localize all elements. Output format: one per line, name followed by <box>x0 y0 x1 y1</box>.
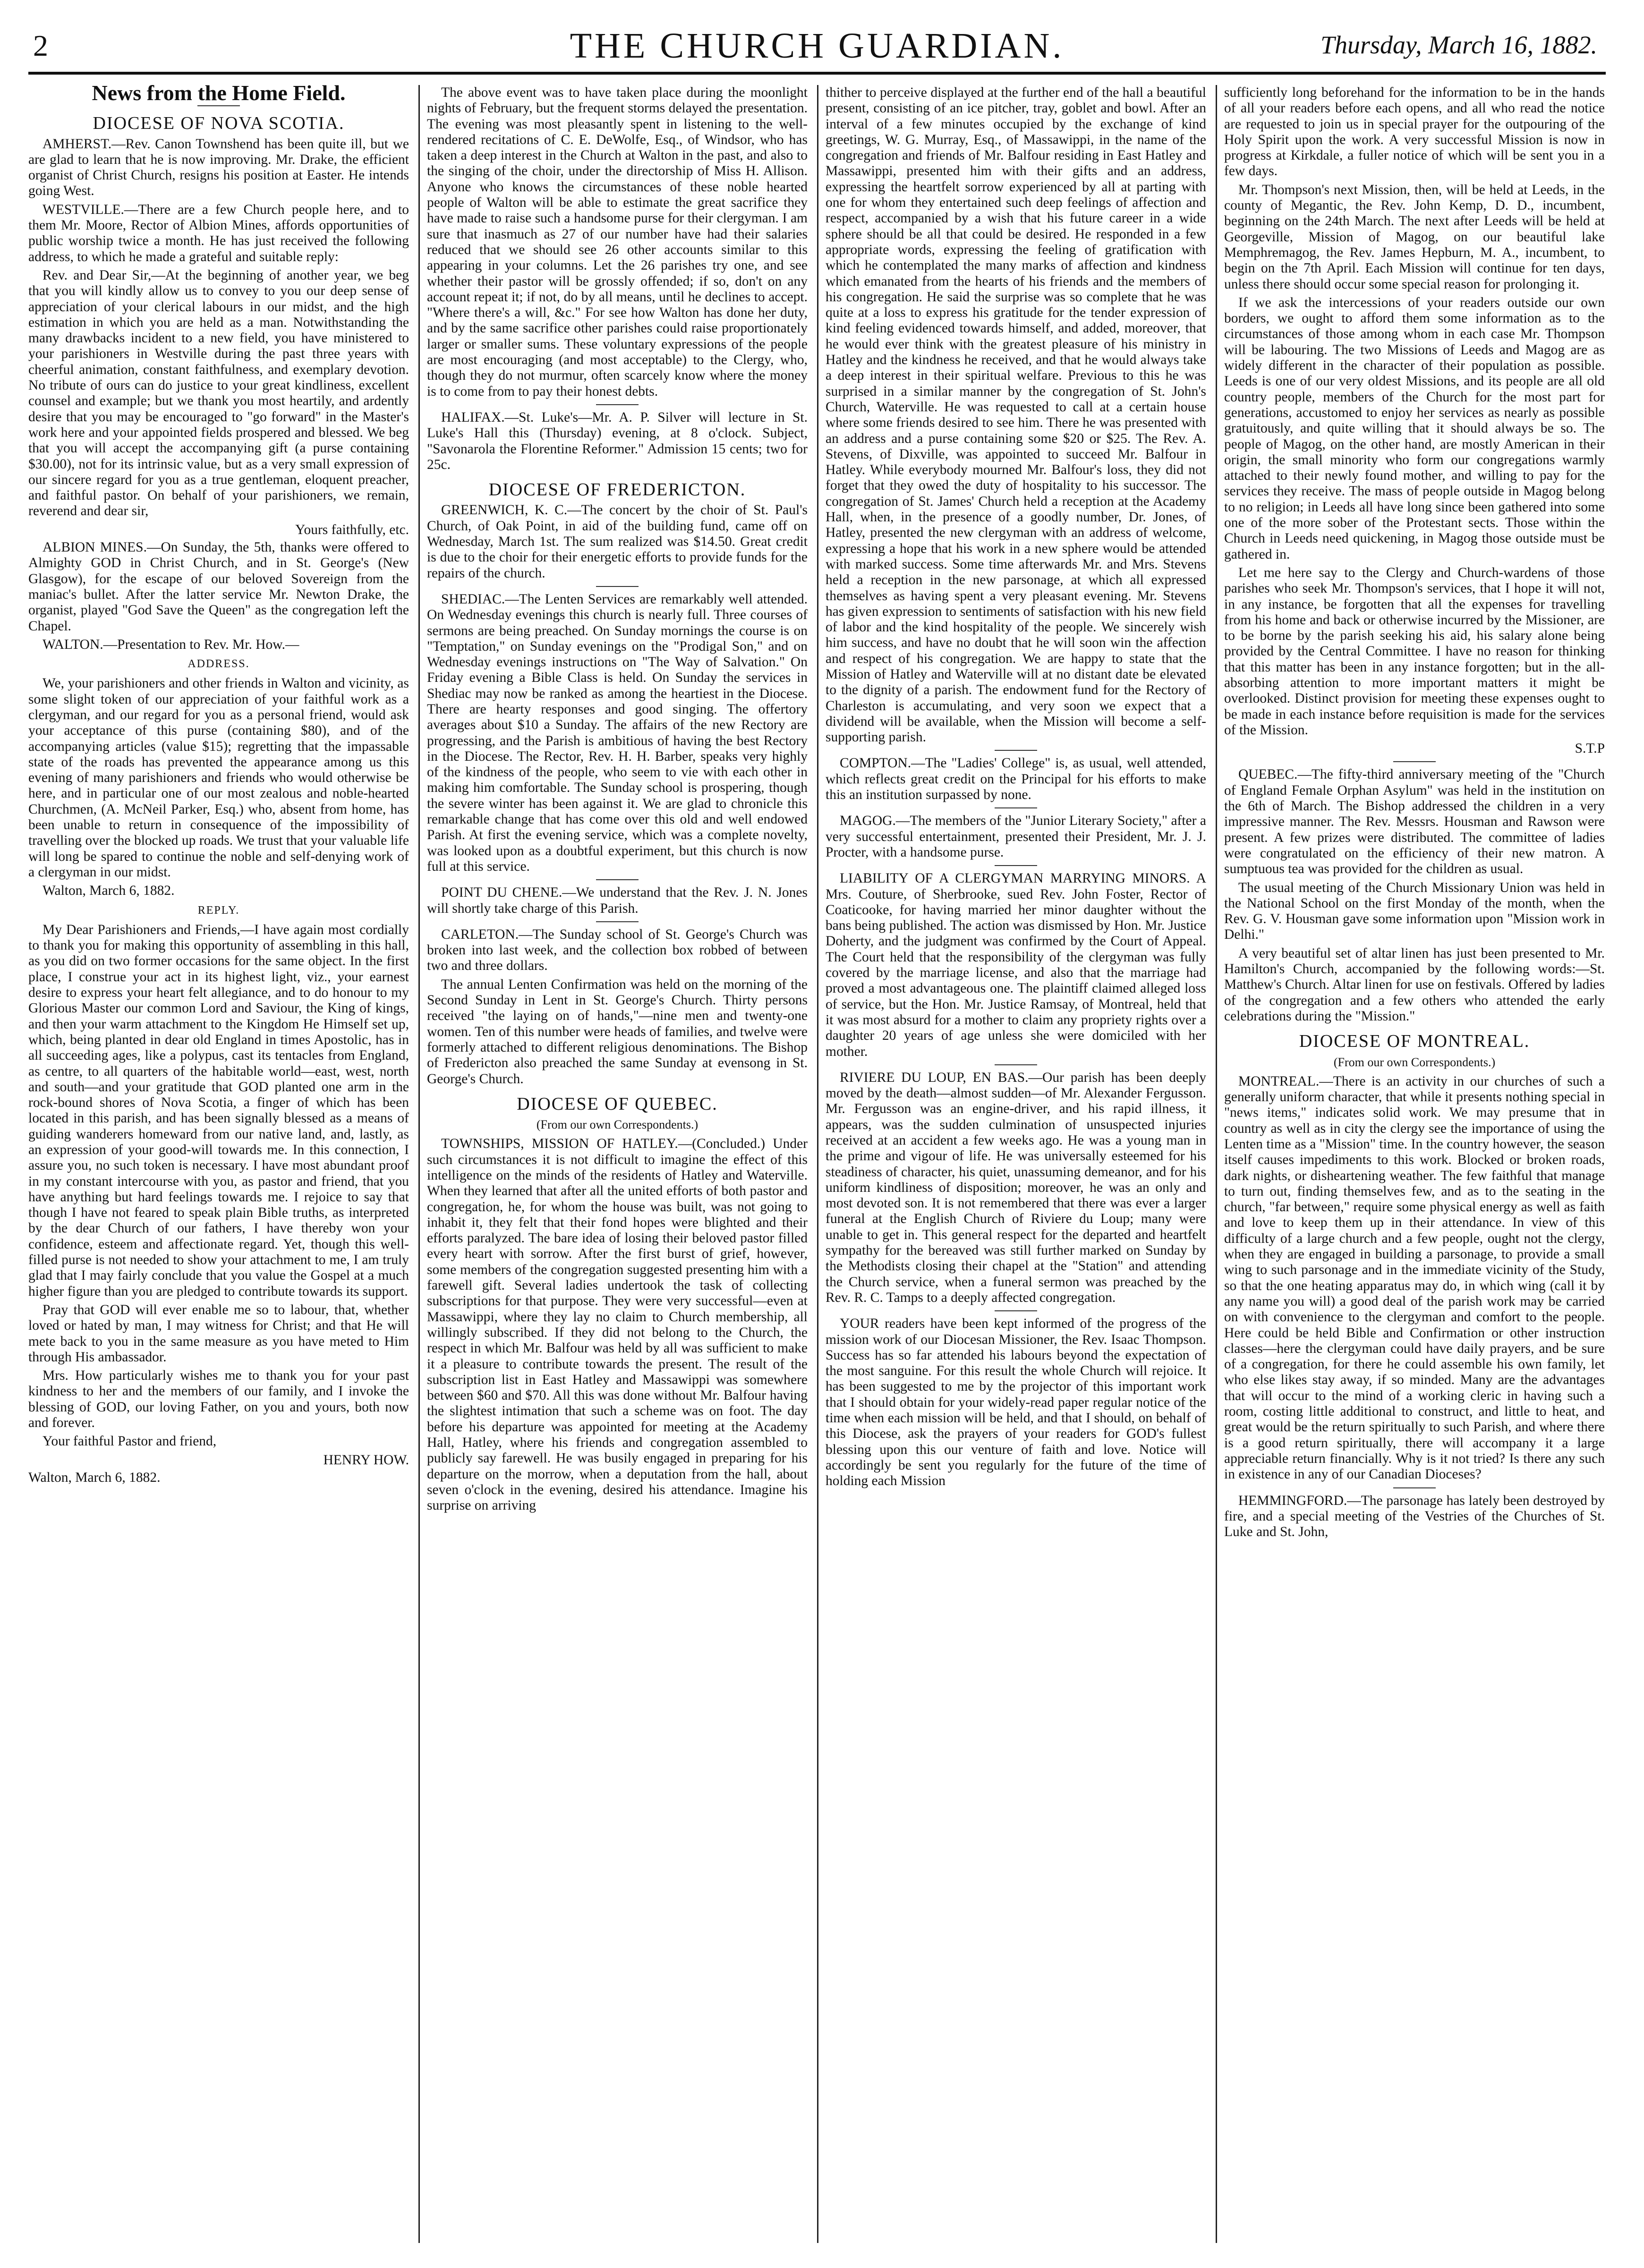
article-point-du-chene: POINT DU CHENE.—We understand that the Rev. J. N. Jones will shortly take charge of this Parish. <box>427 885 808 916</box>
article-magog: MAGOG.—The members of the "Junior Literary Society," after a very successful entertainment, presented their President, Mr. J. J. Procter, with a handsome purse. <box>826 813 1206 860</box>
article-compton: COMPTON.—The "Ladies' College" is, as usual, well attended, which reflects great credit on the Principal for his efforts to make this an institution surpassed by none. <box>826 756 1206 803</box>
article-westville: WESTVILLE.—There are a few Church people here, and to them Mr. Moore, Rector of Albion Mines, affords opportunities of public worship twice a month. He has just received the following address, to which he made a grateful and suitable reply: <box>28 202 409 264</box>
reply-signer: HENRY HOW. <box>323 1452 409 1468</box>
masthead-rule <box>28 72 1606 75</box>
column-divider <box>1216 85 1217 2243</box>
diocese-heading: DIOCESE OF QUEBEC. <box>517 1094 718 1114</box>
newspaper-page <box>28 19 1606 2248</box>
reply-date: Walton, March 6, 1882. <box>28 1470 161 1485</box>
westville-address: Rev. and Dear Sir,—At the beginning of another year, we beg that you will kindly allow us to convey to you our deep sense of appreciation of your clerical labours in our midst, and the high estimation in which you are held as a man. Notwithstanding the many drawbacks incident to a new field, you have ministered to your parishioners in Westville during the past three years with cheerful animation, constant faithfulness, and exemplary devotion. No tribute of ours can do justice to your great kindliness, excellent counsel and example; but we thank you most heartily, and ardently desire that you may be encouraged to "go forward" in the Master's work here and your appointed fields prospered and blessed. We beg that you will accept the accompanying gift (a purse containing $30.00), not for its intrinsic value, but as a very small expression of our sincere regard for you as a true gentleman, eloquent preacher, and faithful pastor. On behalf of your parishioners, we remain, reverend and dear sir, <box>28 267 409 519</box>
divider <box>596 879 639 880</box>
column-2 <box>427 85 808 2243</box>
article-greenwich: GREENWICH, K. C.—The concert by the choir of St. Paul's Church, of Oak Point, in aid of the building fund, came off on Wednesday, March 1st. The sum realized was $14.50. Great credit is due to the choir for their energetic efforts to provide funds for the repairs of the church. <box>427 502 808 581</box>
article-mission-notice: YOUR readers have been kept informed of the progress of the mission work of our Diocesan Missioner, the Rev. Isaac Thompson. Success has so far attended his labours beyond the expectation of the most sanguine. For this result the whole Church will rejoice. It has been suggested to me by the projector of this important work that I should obtain for your widely-read paper regular notice of the time when each mission will be held, and that I should, on behalf of this Diocese, ask the prayers of your readers for GOD's fullest blessing upon this our venture of faith and love. Notice will accordingly be sent you regularly for the future of the time of holding each Mission <box>826 1316 1206 1489</box>
address-label: ADDRESS. <box>187 658 250 671</box>
divider <box>1393 1487 1436 1488</box>
column-4 <box>1224 85 1605 2243</box>
article-carleton: CARLETON.—The Sunday school of St. George's Church was broken into last week, and the collection box robbed of between two and three dollars. <box>427 926 808 974</box>
article-albion-mines: ALBION MINES.—On Sunday, the 5th, thanks were offered to Almighty GOD in Christ Church, and in St. George's (New Glasgow), for the escape of our beloved Sovereign from the maniac's bullet. After the latter service Mr. Newton Drake, the organist, played "God Save the Queen" as the congregation left the Chapel. <box>28 540 409 634</box>
section-title: News from the Home Field. <box>92 85 346 105</box>
column-3 <box>826 85 1206 2243</box>
article-halifax: HALIFAX.—St. Luke's—Mr. A. P. Silver will lecture in St. Luke's Hall this (Thursday) evening, at 8 o'clock. Subject, "Savonarola the Florentine Reformer." Admission 15 cents; two for 25c. <box>427 409 808 472</box>
walton-address-date: Walton, March 6, 1882. <box>43 883 175 899</box>
article-walton-comment: The above event was to have taken place during the moonlight nights of February, but the frequent storms delayed the presentation. The evening was most pleasantly spent in listening to the well-rendered recitations of C. E. DeWolfe, Esq., of Windsor, who has taken a deep interest in the Church at Walton in the past, and also to the singing of the choir, under the directorship of Miss H. Allison. Anyone who knows the circumstances of these noble hearted people of Walton will be able to estimate the great sacrifice they have made to raise such a handsome purse for their clergyman. I am sure that inasmuch as 27 of our number have had their salaries reduced that we should see 26 other accounts similar to this appearing in your columns. Let the 26 parishes try one, and see whether their pastor will be grossly offended; if so, don't on any account repeat it; if not, do by all means, until he declines to accept. "Where there's a will, &c." For see how Walton has done her duty, and by the same sacrifice other parishes could raise proportionately larger or smaller sums. These voluntary expressions of the people are most encouraging (and most acceptable) to the Clergy, who, though they do not murmur, often scarcely know where the money is to come from to pay their honest debts. <box>427 85 808 399</box>
column-divider <box>817 85 818 2243</box>
article-montreal: MONTREAL.—There is an activity in our churches of such a generally uniform character, that while it presents nothing special in "news items," indicates solid work. We may presume that in country as well as in city the clergy see the importance of using the Lenten time as a "Mission" time. In the country however, the season itself causes impediments to this work. Blocked or broken roads, dark nights, or disheartening weather. The few faithful that manage to turn out, finding themselves few, and as to the seating in the church, "far between," require some physical energy as well as faith and love to keep them up in their attendance. In view of this difficulty of a large church and a few people, ought not the clergy, when they are engaged in building a parsonage, to provide a small wing to such parsonage and in the immediate vicinity of the Study, so that the one heating apparatus may do, in which wing (call it by any name you will) a good deal of the parish work may be carried on with convenience to the clergyman and comfort to the people. Here could be held Bible and Confirmation or other instruction classes—here the clergyman could have daily prayers, and be sure of a congregation, for there he could assemble his own family, let who else likes stay away, if so minded. Many are the advantages that will occur to the mind of a working cleric in having such a room, costing little additional to construct, and little to heat, and great would be the return spiritually to such Parish, and where there is a good return spiritually, there will accompany it a large appreciable return financially. Why is it not tried? Is there any such in existence in any of our Canadian Dioceses? <box>1224 1073 1605 1482</box>
article-shediac: SHEDIAC.—The Lenten Services are remarkably well attended. On Wednesday evenings this church is nearly full. Three courses of sermons are being preached. On Sunday mornings the course is on "Temptation," on Sunday evenings on the "Prodigal Son," and on Wednesday evenings instructions on "The Way of Salvation." On Friday evening a Bible Class is held. On Sunday the services in Shediac may now be ranked as among the heartiest in the Diocese. There are hearty responses and good singing. The offertory averages about $10 a Sunday. The affairs of the new Rectory are progressing, and the Parish is ambitious of having the best Rectory in the Diocese. The Rector, Rev. H. H. Barber, speaks very highly of the kindness of the people, who seem to vie with each other in making him comfortable. The Sunday school is prospering, though the severe winter has been against it. We are glad to chronicle this remarkable change that has come over this old and well endowed Parish. At first the evening service, which was a complete novelty, was looked upon as a doubtful experiment, but this church is now full at this service. <box>427 591 808 874</box>
article-missionary-union: The usual meeting of the Church Missionary Union was held in the National School on the first Monday of the month, when the Rev. G. V. Housman gave some information upon "Mission work in Delhi." <box>1224 880 1605 943</box>
divider <box>197 105 240 106</box>
reply-paragraph: Mrs. How particularly wishes me to thank you for your past kindness to her and the members of our family, and I invoke the blessing of GOD, our loving Father, on you and yours, both now and forever. <box>28 1368 409 1431</box>
column-divider <box>418 85 420 2243</box>
article-amherst: AMHERST.—Rev. Canon Townshend has been quite ill, but we are glad to learn that he is now improving. Mr. Drake, the efficient organist of Christ Church, resigns his position at Easter. He intends going West. <box>28 136 409 199</box>
article-townships-hatley: TOWNSHIPS, MISSION OF HATLEY.—(Concluded.) Under such circumstances it is not difficult to imagine the effect of this intelligence on the minds of the residents of Hatley and Waterville. When they learned that after all the united efforts of both pastor and congregation, he, for whom the house was built, was not going to inhabit it, they felt that their fond hopes were blighted and their efforts paralyzed. The bare idea of losing their beloved pastor filled every heart with sorrow. After the first burst of grief, however, some members of the congregation suggested presenting him with a farewell gift. Several ladies undertook the task of collecting subscriptions for that purpose. They were very successful—even at Massawippi, where they lay no claim to Church membership, all willingly subscribed. If they did not belong to the Church, the respect in which Mr. Balfour was held by all was sufficient to make it a pleasure to contribute towards the present. The result of the subscription list in East Hatley and Massawippi was somewhere between $60 and $70. All this was done without Mr. Balfour having the slightest intimation that such a scheme was on foot. The day before his departure was appointed for meeting at the Academy Hall, Hatley, where his friends and congregation assembled to publicly say farewell. He was busily engaged in preparing for his departure on the morrow, when a deputation from the hall, about seven o'clock in the evening, desired his attendance. Imagine his surprise on arriving <box>427 1136 808 1513</box>
article-walton-heading: WALTON.—Presentation to Rev. Mr. How.— <box>43 637 299 652</box>
reply-closing: Your faithful Pastor and friend, <box>43 1434 217 1449</box>
issue-date: Thursday, March 16, 1882. <box>1320 31 1597 59</box>
article-quebec: QUEBEC.—The fifty-third anniversary meeting of the "Church of England Female Orphan Asylum" was held in the institution on the 6th of March. The Bishop addressed the children in a very impressive manner. The Rev. Messrs. Housman and Rawson were present. A few prizes were distributed. The committee of ladies were congratulated on the efficiency of their new matron. A sumptuous tea was provided for the children as usual. <box>1224 767 1605 877</box>
article-riviere-du-loup: RIVIERE DU LOUP, EN BAS.—Our parish has been deeply moved by the death—almost sudden—of Mr. Alexander Fergusson. Mr. Fergusson was an engine-driver, and his rapid illness, it appears, was the sudden culmination of unsuspected injuries received at an accident a few weeks ago. He was a young man in the prime and vigour of life. He was universally esteemed for his steadiness of character, his quiet, unassuming demeanor, and for his uniform kindliness of disposition; moreover, he was an only and most devoted son. It is not remembered that there was ever a larger funeral at the English Church of Riviere du Loup; many were unable to get in. This general respect for the departed and heartfelt sympathy for the bereaved was still further marked on Sunday by the Methodists closing their chapel at the "Station" and attending the Church service, when a funeral sermon was preached by the Rev. R. C. Tamps to a deeply affected congregation. <box>826 1070 1206 1305</box>
article-altar-linen: A very beautiful set of altar linen has just been presented to Mr. Hamilton's Church, accompanied by the following words:—St. Matthew's Church. Altar linen for use on festivals. Offered by ladies of the congregation and a few others who attended the early celebrations during the "Mission." <box>1224 945 1605 1024</box>
article-carleton-confirmation: The annual Lenten Confirmation was held on the morning of the Second Sunday in Lent in St. George's Church. Thirty persons received "the laying on of hands,"—nine men and twenty-one women. Ten of this number were heads of families, and twelve were formerly attached to different religious denominations. The Bishop of Fredericton also preached the same Sunday at evensong in St. George's Church. <box>427 977 808 1087</box>
correspondents-note: (From our own Correspondents.) <box>536 1118 698 1132</box>
diocese-heading: DIOCESE OF FREDERICTON. <box>488 480 746 500</box>
article-hemmingford: HEMMINGFORD.—The parsonage has lately been destroyed by fire, and a special meeting of the Vestries of the Churches of St. Luke and St. John, <box>1224 1493 1605 1540</box>
reply-label: REPLY. <box>197 904 240 917</box>
diocese-heading: DIOCESE OF NOVA SCOTIA. <box>93 113 345 134</box>
article-mission-expenses: Let me here say to the Clergy and Church-wardens of those parishes who seek Mr. Thompson's services, that I hope it will not, in any instance, be forgotten that all the expenses for travelling from his home and back or otherwise incurred by the Missioner, are to be borne by the parish seeking his aid, his salary alone being provided by the Central Committee. I have no reason for thinking that this matter has been in any instance forgotten; but in the all-absorbing attention to more important matters it might be overlooked. Distinct provision for meeting these expenses ought to be made in each instance before requisition is made for the services of the Mission. <box>1224 565 1605 738</box>
divider <box>596 404 639 405</box>
divider <box>995 865 1037 866</box>
walton-address: We, your parishioners and other friends in Walton and vicinity, as some slight token of our appreciation of your faithful work as a clergyman, and our regard for you as a personal friend, would ask your acceptance of this purse (containing $80), and of the accompanying articles (value $15); regretting that the impassable state of the roads has prevented the appearance among us this evening of many parishioners and friends who would otherwise be here, and in particular one of our most zealous and noble-hearted Churchmen, (A. McNeil Parker, Esq.) who, absent from home, has been unable to return in consequence of the impossibility of travelling over the blocked up roads. We trust that your valuable life will long be spared to continue the noble and self-denying work of a clergyman in our midst. <box>28 676 409 880</box>
masthead <box>28 19 1606 75</box>
column-1 <box>28 85 409 2243</box>
address-signature: Yours faithfully, etc. <box>295 522 409 537</box>
correspondents-note: (From our own Correspondents.) <box>1333 1055 1496 1069</box>
reply-paragraph: Pray that GOD will ever enable me so to labour, that, whether loved or hated by man, I may witness for Christ; and that He will mete back to you in the same measure as you have meted to Him through His ambassador. <box>28 1302 409 1365</box>
article-mission-intercession: If we ask the intercessions of your readers outside our own borders, we ought to afford them some information as to the circumstances of those among whom in each case Mr. Thompson will be labouring. The two Missions of Leeds and Magog are as widely different in the character of their population as possible. Leeds is one of our very oldest Missions, and its people are all old country people, members of the Church for the most part for generations, accustomed to enjoy her services as nearly as possible gratuitously, and quite willing that it should always be so. The people of Magog, on the other hand, are mostly American in their origin, the small minority who form our congregations warmly attached to their newly found mother, and willing to pay for the services they receive. The mass of people outside in Magog belong to no religion; in Leeds all have long since been gathered into some one of the more sober of the Protestant sects. Those within the Church in Leeds need quickening, in Magog those outside must be gathered in. <box>1224 295 1605 562</box>
divider <box>596 921 639 922</box>
signature-stp: S.T.P <box>1575 741 1605 756</box>
reply-paragraph: My Dear Parishioners and Friends,—I have again most cordially to thank you for making this opportunity of assembling in this hall, as you did on two former occasions for the same object. In the first place, I construe your act in its highest light, viz., your earnest desire to express your heart felt allegiance, and to do honour to my Glorious Master our common Lord and Saviour, the King of kings, and then your warm attachment to the Kingdom He Himself set up, which, being planted in dear old England in times Apostolic, has in all succeeding ages, like a polypus, cast its tentacles from England, as centre, to all quarters of the habitable world—east, west, north and south—and your gratitude that GOD planted one arm in the rock-bound shores of Nova Scotia, a finger of which has been located in this parish, and has been signally blessed as a means of guiding wanderers homeward from our native land, and, lastly, as an expression of your good-will towards me. In this connection, I assure you, no such token is necessary. I have most abundant proof in my constant intercourse with you, as pastor and friend, that you have anything but hard feelings towards me. I rejoice to say that though I have not feared to speak plain Bible truths, as interpreted by the dear Church of our fathers, I have thereby won your confidence, esteem and affectionate regard. Yet, though this well-filled purse is not needed to show your attachment to me, I am truly glad that I may fairly conclude that you value the Gospel at a much higher figure than you are pledged to contribute towards its support. <box>28 922 409 1299</box>
article-mission-leeds: Mr. Thompson's next Mission, then, will be held at Leeds, in the county of Megantic, the Rev. John Kemp, D. D., incumbent, beginning on the 24th March. The next after Leeds will be held at Georgeville, Mission of Magog, on our beautiful lake Memphremagog, the Rev. James Hepburn, M. A., incumbent, to begin on the 7th April. Each Mission will continue for ten days, unless there should occur some special reason for prolonging it. <box>1224 182 1605 292</box>
divider <box>995 807 1037 808</box>
divider <box>995 750 1037 751</box>
article-liability: LIABILITY OF A CLERGYMAN MARRYING MINORS. A Mrs. Couture, of Sherbrooke, sued Rev. John Foster, Rector of Coaticooke, for having married her minor daughter without the bans being published. The action was dismissed by Hon. Mr. Justice Doherty, and the judgment was confirmed by the Court of Appeal. The Court held that the responsibility of the clergyman was fully covered by the marriage license, and also that the marriage had proved a most advantageous one. The plaintiff claimed alleged loss of service, but the Hon. Mr. Justice Ramsay, of Montreal, held that it was most absurd for a mother to claim any propriety rights over a daughter 20 years of age unless she were domiciled with her mother. <box>826 871 1206 1059</box>
article-mission-continued: sufficiently long beforehand for the information to be in the hands of all your readers before each opens, and all who read the notice are requested to join us in special prayer for the outpouring of the Holy Spirit upon the work. A very successful Mission is now in progress at Kirkdale, a fuller notice of which will be sent you in a few days. <box>1224 85 1605 179</box>
page-number: 2 <box>33 29 48 62</box>
divider <box>596 586 639 587</box>
divider <box>995 1310 1037 1311</box>
article-hatley-continued: thither to perceive displayed at the further end of the hall a beautiful present, consisting of an ice pitcher, tray, goblet and bowl. After an interval of a few minutes occupied by the exchange of kind greetings, W. G. Murray, Esq., of Massawippi, in the name of the congregation and friends of Mr. Balfour residing in East Hatley and Massawippi, presented him with their gifts and an address, expressing the heartfelt sorrow experienced by all at parting with one for whom they entertained such deep feelings of affection and respect, accompanied by a wish that his future career in a wide sphere should be all that could be desired. He responded in a few appropriate words, expressing the feeling of gratification with which he contemplated the many marks of affection and kindness which emanated from the hearts of his friends and the members of his congregation. He said the surprise was so complete that he was quite at a loss to express his gratitude for the tender expression of kind feeling evidenced towards himself, and added, moreover, that he would ever think with the greatest pleasure of his ministry in Hatley and the kindness he received, and that he would always take a deep interest in their spiritual welfare. Previous to this he was surprised in a similar manner by the congregation of St. John's Church, Waterville. He was requested to call at a certain house where some friends desired to see him. There he was presented with an address and a purse containing some $20 or $25. The Rev. A. Stevens, of Dixville, was appointed to succeed Mr. Balfour in Hatley. While everybody mourned Mr. Balfour's loss, they did not forget that they owed the duty of hospitality to his successor. The congregation of St. James' Church held a reception at the Academy Hall, when, in the presence of a goodly number, Dr. Jones, of Hatley, presented the new clergyman with an address of welcome, expressing a hope that his work in a new sphere would be attended with marked success. Some time afterwards Mr. and Mrs. Stevens held a reception in the new parsonage, at which all expressed themselves as having spent a very pleasant evening. Mr. Stevens has given expression to sentiments of satisfaction with his new field of labor and the kind hospitality of the people. We sincerely wish him success, and have no doubt that he will soon win the affection and respect of his congregation. We are happy to state that the Mission of Hatley and Waterville will at no distant date be elevated to the dignity of a parish. The endowment fund for the Rectory of Charleston is accumulating, and very soon we expect that a dividend will be available, when the Mission will become a self-supporting parish. <box>826 85 1206 745</box>
divider <box>1393 761 1436 762</box>
divider <box>995 1064 1037 1065</box>
diocese-heading: DIOCESE OF MONTREAL. <box>1299 1031 1530 1052</box>
newspaper-title: THE CHURCH GUARDIAN. <box>570 26 1065 66</box>
